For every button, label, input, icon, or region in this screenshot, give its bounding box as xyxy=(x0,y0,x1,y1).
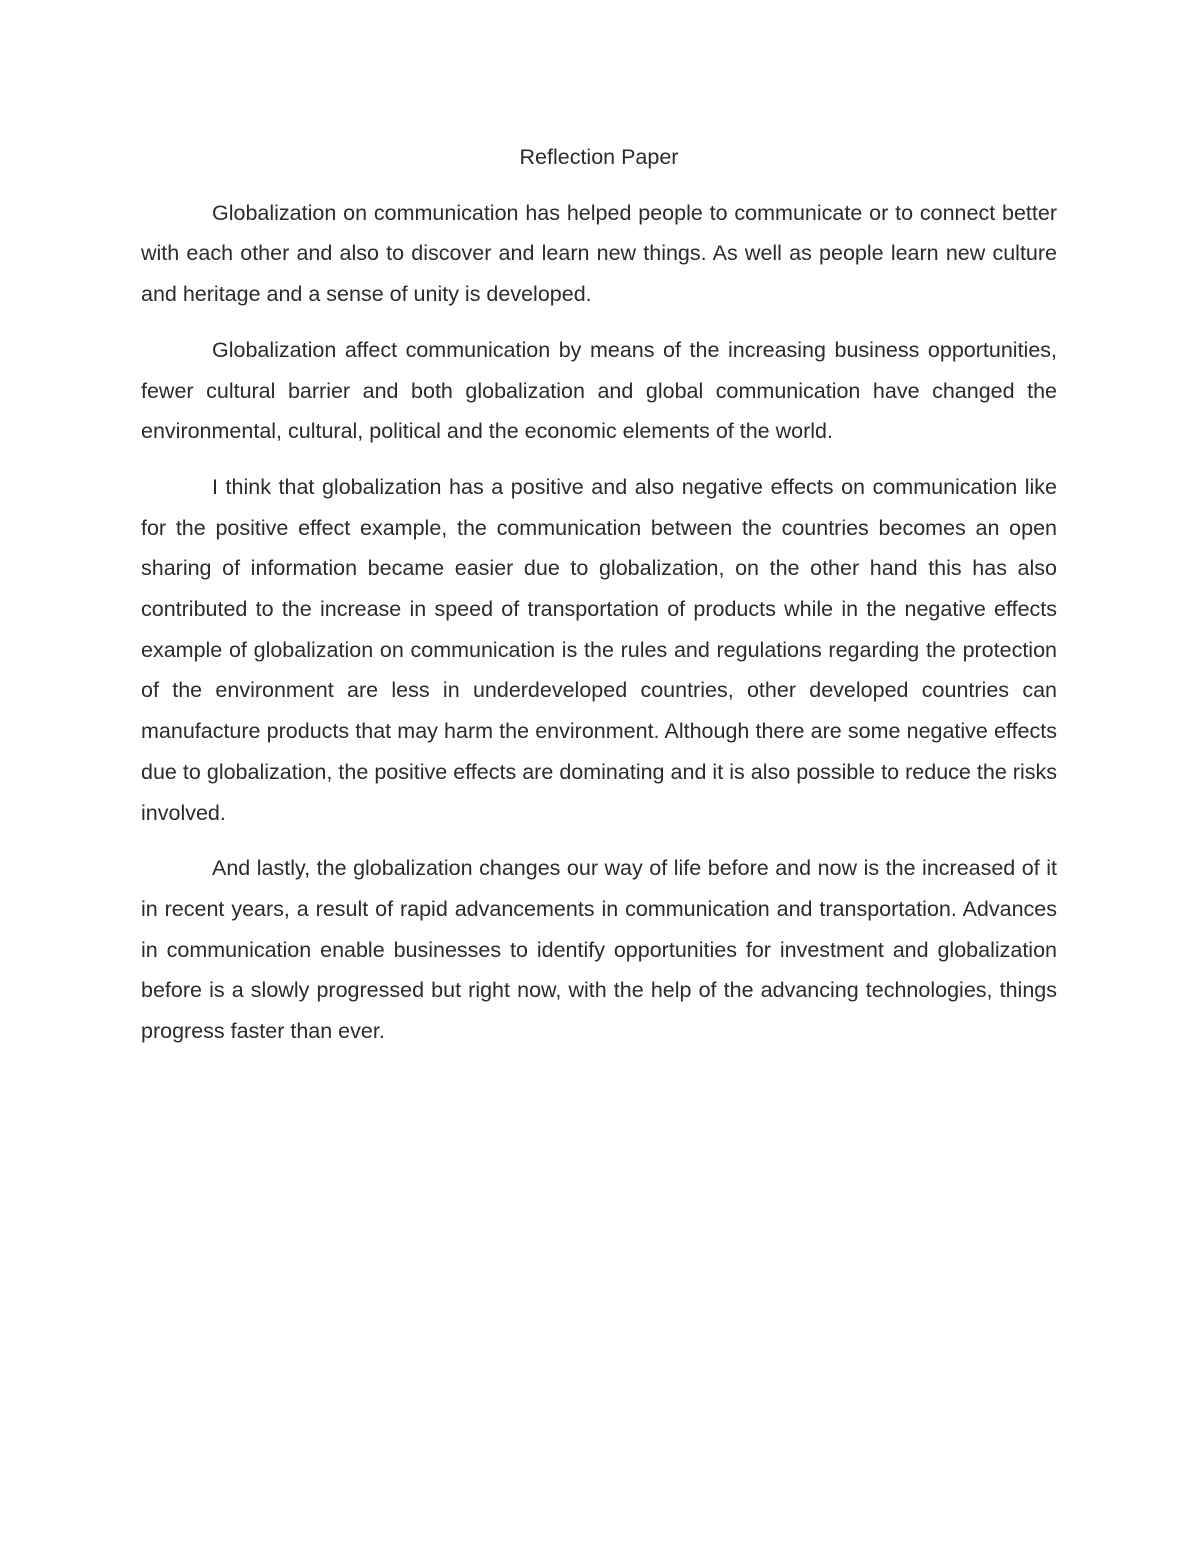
document-body xyxy=(141,137,1057,1067)
paragraph-4: And lastly, the globalization changes our way of life before and now is the increased of it in recent years, a result of rapid advancements in communication and transportation. Advances in communication enable businesses to identify opportunities for investment and globalization before is a slowly progressed but right now, with the help of the advancing technologies, things progress faster than ever. xyxy=(141,856,1057,1044)
paragraph-2: Globalization affect communication by means of the increasing business opportunities, fewer cultural barrier and both globalization and global communication have changed the environmental, cultural, political and the economic elements of the world. xyxy=(141,337,1057,444)
paragraph-3: I think that globalization has a positive and also negative effects on communication like for the positive effect example, the communication between the countries becomes an open sharing of information became easier due to globalization, on the other hand this has also contributed to the increase in speed of transportation of products while in the negative effects example of globalization on communication is the rules and regulations regarding the protection of the environment are less in underdeveloped countries, other developed countries can manufacture products that may harm the environment. Although there are some negative effects due to globalization, the positive effects are dominating and it is also possible to reduce the risks involved. xyxy=(141,474,1057,825)
document-title: Reflection Paper xyxy=(519,145,679,169)
paragraph-1: Globalization on communication has helped people to communicate or to connect better with each other and also to discover and learn new things. As well as people learn new culture and heritage and a sense of unity is developed. xyxy=(141,200,1057,307)
